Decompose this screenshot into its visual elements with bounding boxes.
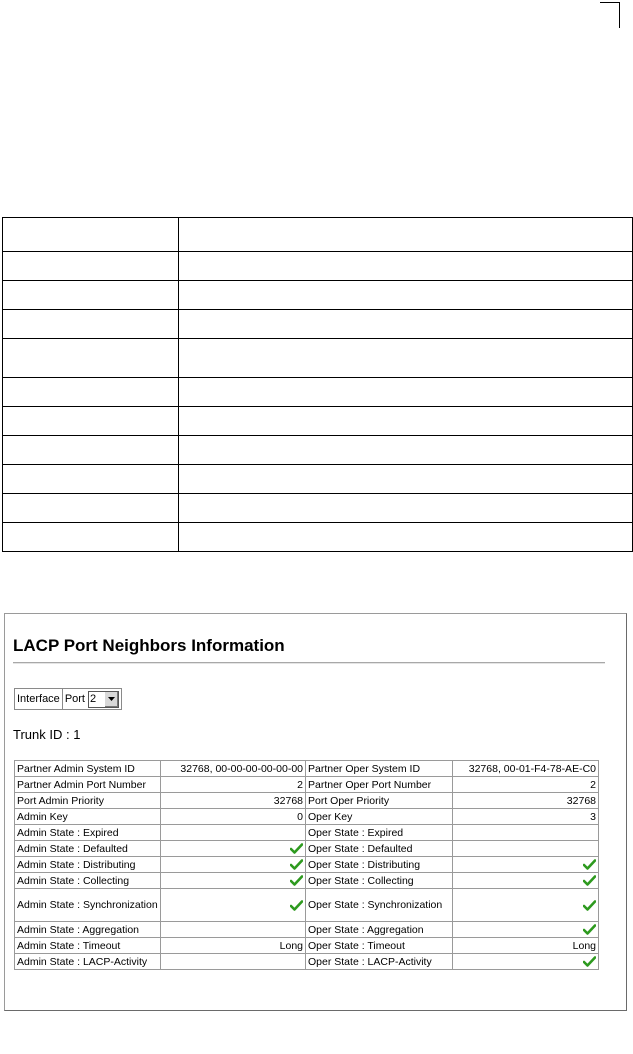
trunk-id: Trunk ID : 1	[13, 727, 81, 742]
parameter-table-row	[3, 465, 633, 494]
admin-label: Admin State : Aggregation	[15, 922, 161, 938]
neighbor-info-table	[14, 760, 599, 970]
neighbor-row	[15, 761, 599, 777]
admin-label: Port Admin Priority	[15, 793, 161, 809]
port-select-value: 2	[90, 692, 97, 705]
oper-value	[453, 857, 599, 873]
oper-value: 32768, 00-01-F4-78-AE-C0	[453, 761, 599, 777]
check-icon	[583, 956, 596, 967]
admin-value	[161, 922, 306, 938]
neighbor-row	[15, 841, 599, 857]
lacp-neighbors-panel	[4, 613, 627, 1011]
neighbor-row	[15, 857, 599, 873]
chevron-down-icon[interactable]	[104, 692, 118, 707]
parameter-table-row	[3, 281, 633, 310]
admin-value: 0	[161, 809, 306, 825]
oper-value: 32768	[453, 793, 599, 809]
neighbor-row	[15, 777, 599, 793]
admin-value	[161, 841, 306, 857]
admin-label: Partner Admin System ID	[15, 761, 161, 777]
parameter-table-row	[3, 339, 633, 378]
oper-label: Oper Key	[306, 809, 453, 825]
neighbor-row	[15, 793, 599, 809]
parameter-table-header	[3, 218, 633, 252]
parameter-table-row	[3, 494, 633, 523]
admin-label: Partner Admin Port Number	[15, 777, 161, 793]
page-corner-mark	[600, 2, 620, 28]
parameter-table-row	[3, 252, 633, 281]
admin-value: 32768	[161, 793, 306, 809]
oper-label: Oper State : Timeout	[306, 938, 453, 954]
oper-label: Oper State : Expired	[306, 825, 453, 841]
oper-label: Oper State : Distributing	[306, 857, 453, 873]
neighbor-row	[15, 954, 599, 970]
admin-label: Admin State : Timeout	[15, 938, 161, 954]
check-icon	[583, 924, 596, 935]
oper-value	[453, 889, 599, 922]
parameter-table	[2, 217, 633, 552]
check-icon	[583, 859, 596, 870]
admin-value	[161, 954, 306, 970]
oper-value	[453, 873, 599, 889]
admin-label: Admin State : Synchronization	[15, 889, 161, 922]
check-icon	[290, 859, 303, 870]
port-select[interactable]	[88, 691, 119, 708]
admin-value	[161, 825, 306, 841]
admin-value	[161, 873, 306, 889]
oper-value	[453, 825, 599, 841]
parameter-table-row	[3, 436, 633, 465]
check-icon	[290, 900, 303, 911]
admin-label: Admin State : Defaulted	[15, 841, 161, 857]
parameter-table-row	[3, 523, 633, 552]
oper-value: 2	[453, 777, 599, 793]
admin-label: Admin State : Collecting	[15, 873, 161, 889]
neighbor-row	[15, 873, 599, 889]
oper-label: Oper State : Defaulted	[306, 841, 453, 857]
admin-value: 2	[161, 777, 306, 793]
admin-value: Long	[161, 938, 306, 954]
admin-label: Admin State : LACP-Activity	[15, 954, 161, 970]
check-icon	[583, 875, 596, 886]
parameter-table-row	[3, 378, 633, 407]
admin-label: Admin State : Distributing	[15, 857, 161, 873]
oper-label: Oper State : Aggregation	[306, 922, 453, 938]
neighbor-row	[15, 825, 599, 841]
parameter-table-row	[3, 310, 633, 339]
check-icon	[290, 843, 303, 854]
neighbor-row	[15, 809, 599, 825]
oper-label: Oper State : Collecting	[306, 873, 453, 889]
oper-value	[453, 954, 599, 970]
oper-label: Port Oper Priority	[306, 793, 453, 809]
title-divider	[13, 662, 605, 664]
admin-value	[161, 857, 306, 873]
admin-label: Admin State : Expired	[15, 825, 161, 841]
neighbor-row	[15, 938, 599, 954]
oper-value: 3	[453, 809, 599, 825]
neighbor-row	[15, 922, 599, 938]
neighbor-row	[15, 889, 599, 922]
oper-label: Partner Oper System ID	[306, 761, 453, 777]
oper-value: Long	[453, 938, 599, 954]
admin-value	[161, 889, 306, 922]
oper-value	[453, 922, 599, 938]
oper-label: Partner Oper Port Number	[306, 777, 453, 793]
admin-label: Admin Key	[15, 809, 161, 825]
interface-selector	[14, 688, 122, 710]
admin-value: 32768, 00-00-00-00-00-00	[161, 761, 306, 777]
interface-label: Interface	[17, 693, 60, 705]
oper-label: Oper State : LACP-Activity	[306, 954, 453, 970]
check-icon	[290, 875, 303, 886]
check-icon	[583, 900, 596, 911]
parameter-table-row	[3, 407, 633, 436]
port-label: Port	[64, 693, 85, 705]
oper-label: Oper State : Synchronization	[306, 889, 453, 922]
page-title: LACP Port Neighbors Information	[13, 636, 285, 655]
oper-value	[453, 841, 599, 857]
